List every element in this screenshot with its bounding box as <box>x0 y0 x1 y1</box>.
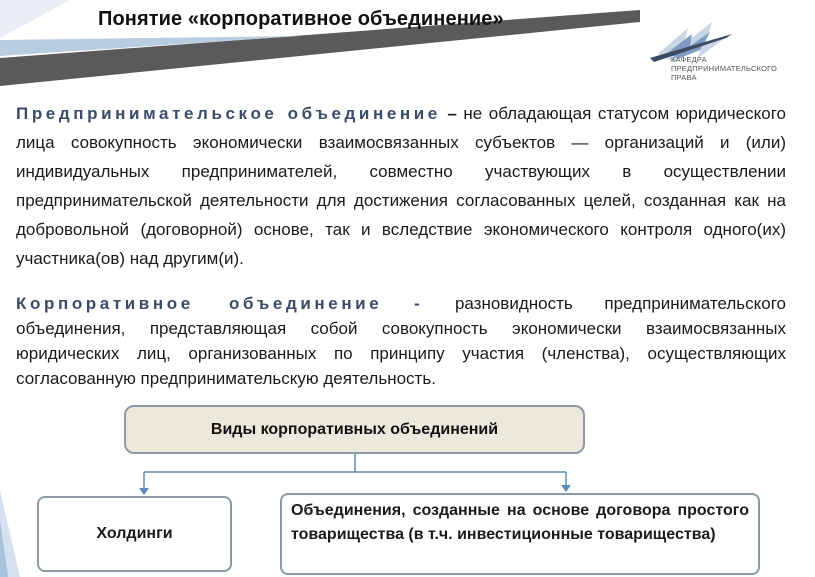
definition-text: разновидность предпринимательского объединения, представляющая собой совокупность экономически взаимосвязанных юридических лиц, организованных по принципу участия (членства), осуществляющих согласованную предпринимательскую деятельность. <box>16 294 786 388</box>
diagram-partnership-box: Объединения, созданные на основе договора простого товарищества (в т.ч. инвестиционные товарищества) <box>280 493 760 575</box>
logo-line-1: КАФЕДРА <box>671 55 707 64</box>
arrow-down-icon <box>561 485 571 492</box>
definition-text: не обладающая статусом юридического лица совокупность экономически взаимосвязанных субъектов — организаций и (или) индивидуальных предпринимателей, совместно участвующих в осуществлении предпринимательской деятельности для достижения согласованных целей, созданная как на добровольной (договорной) основе, так и вследствие экономического контроля одного(их) участника(ов) над другим(и). <box>16 104 786 268</box>
logo-line-3: ПРАВА <box>671 73 697 82</box>
definition-separator: – <box>447 104 457 123</box>
slide-title: Понятие «корпоративное объединение» <box>98 8 504 30</box>
diagram-holdings-box: Холдинги <box>37 496 232 572</box>
diagram-root-box: Виды корпоративных объединений <box>124 405 585 454</box>
definition-term: Предпринимательское объединение <box>16 104 441 123</box>
arrow-down-icon <box>139 488 149 495</box>
logo-line-2: ПРЕДПРИНИМАТЕЛЬСКОГО <box>671 64 778 73</box>
definition-term: Корпоративное объединение <box>16 294 383 313</box>
definition-separator: - <box>413 294 424 313</box>
